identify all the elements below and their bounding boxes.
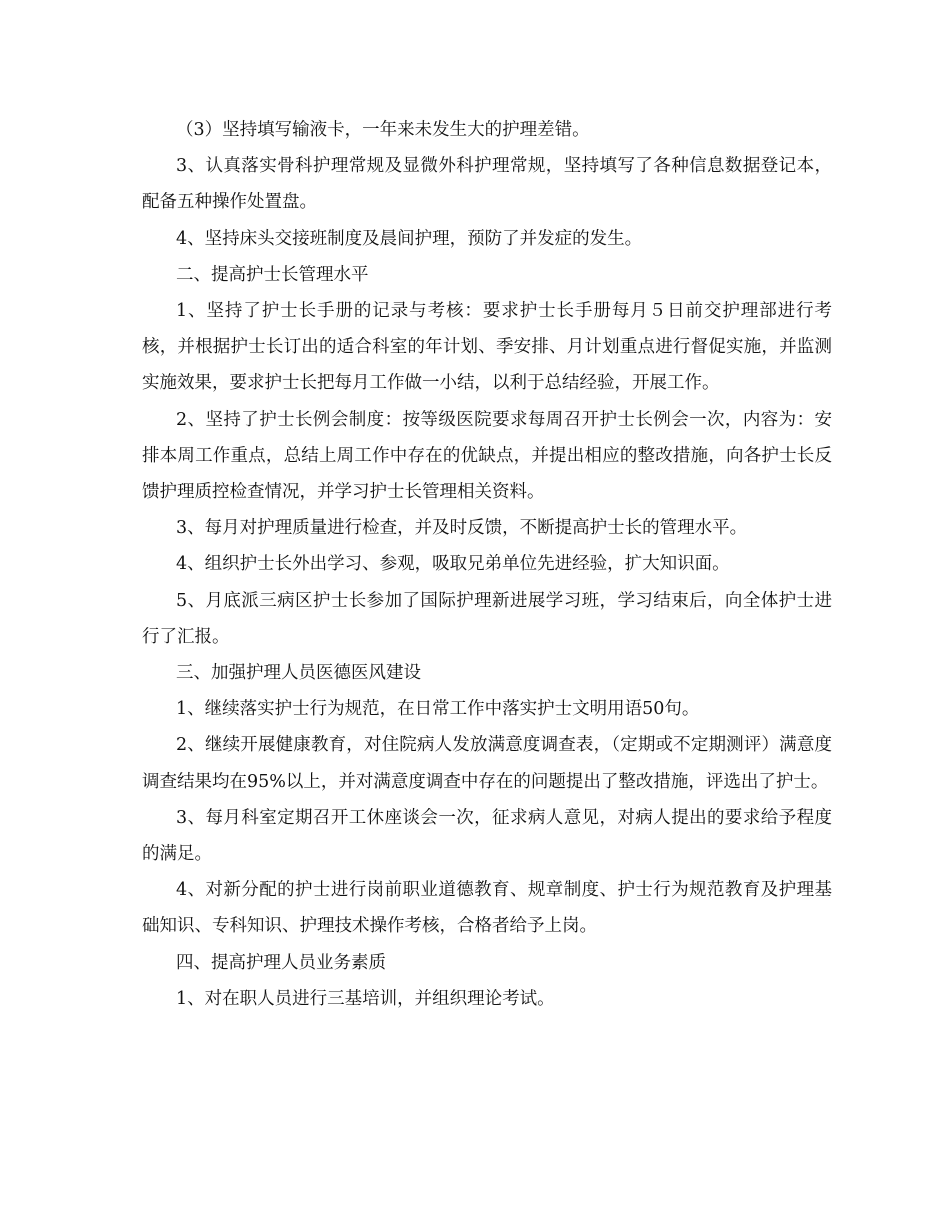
paragraph-new-nurse-training: 4、对新分配的护士进行岗前职业道德教育、规章制度、护士行为规范教育及护理基础知识、专科知识、护理技术操作考核，合格者给予上岗。 <box>142 880 832 937</box>
paragraph-bedside-handover: 4、坚持床头交接班制度及晨间护理，预防了并发症的发生。 <box>176 228 643 249</box>
paragraph-orthopedic-routine: 3、认真落实骨科护理常规及显微外科护理常规，坚持填写了各种信息数据登记本，配备五种操作处置盘。 <box>142 156 832 213</box>
paragraph-patient-symposium: 3、每月科室定期召开工休座谈会一次，征求病人意见，对病人提出的要求给予程度的满足。 <box>142 807 832 865</box>
paragraph-head-nurse-meeting: 2、坚持了护士长例会制度：按等级医院要求每周召开护士长例会一次，内容为：安排本周工作重点，总结上周工作中存在的优缺点，并提出相应的整改措施，向各护士长反馈护理质控检查情况，并学习护士长管理相关资料。 <box>142 409 832 503</box>
section-heading-head-nurse-management: 二、提高护士长管理水平 <box>176 264 369 285</box>
paragraph-head-nurse-handbook: 1、坚持了护士长手册的记录与考核：要求护士长手册每月５日前交护理部进行考核，并根据护士长订出的适合科室的年计划、季安排、月计划重点进行督促实施，并监测实施效果，要求护士长把每月工作做一小结，以利于总结经验，开展工作。 <box>142 301 832 394</box>
document-body <box>142 112 832 1017</box>
paragraph-three-basics-training: 1、对在职人员进行三基培训，并组织理论考试。 <box>176 988 555 1009</box>
paragraph-health-education: 2、继续开展健康教育，对住院病人发放满意度调查表，（定期或不定期测评）满意度调查结果均在95%以上，并对满意度调查中存在的问题提出了整改措施，评选出了护士。 <box>142 735 832 792</box>
paragraph-behavior-norms: 1、继续落实护士行为规范，在日常工作中落实护士文明用语50句。 <box>176 699 700 720</box>
paragraph-international-class: 5、月底派三病区护士长参加了国际护理新进展学习班，学习结束后，向全体护士进行了汇报。 <box>142 590 832 647</box>
paragraph-external-study: 4、组织护士长外出学习、参观，吸取兄弟单位先进经验，扩大知识面。 <box>176 554 730 575</box>
paragraph-infusion-card: （3）坚持填写输液卡，一年来未发生大的护理差错。 <box>176 120 590 140</box>
section-heading-medical-ethics: 三、加强护理人员医德医风建设 <box>176 663 421 684</box>
paragraph-monthly-inspection: 3、每月对护理质量进行检查，并及时反馈，不断提高护士长的管理水平。 <box>176 518 748 539</box>
section-heading-professional-quality: 四、提高护理人员业务素质 <box>176 952 386 973</box>
